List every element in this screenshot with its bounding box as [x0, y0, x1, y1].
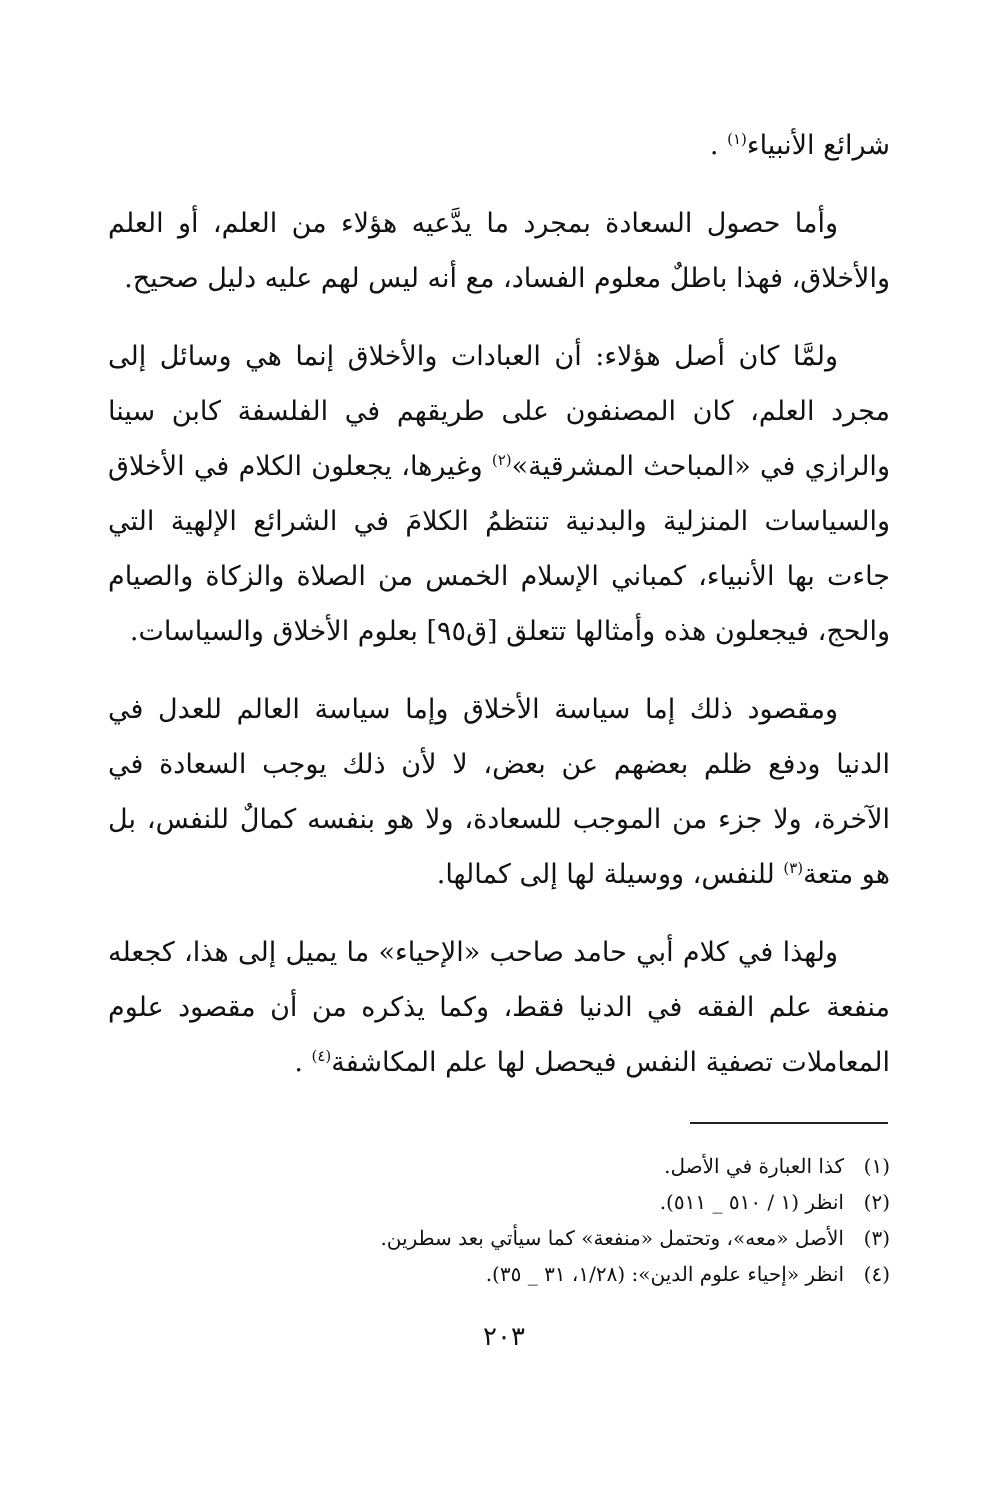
- paragraph-tail: .: [709, 130, 728, 161]
- paragraph-text: ولمَّا كان أصل هؤلاء: أن العبادات والأخلاق إنما هي وسائل إلى مجرد العلم، كان المصنفون على طريقهم في الفلسفة كابن سينا والرازي في «المباحث المشرقية»: [108, 341, 890, 482]
- footnote-number: (٤): [863, 1262, 890, 1286]
- footnote-text: انظر «إحياء علوم الدين»: (١/٢٨، ٣١ _ ٣٥).: [485, 1262, 844, 1286]
- footnote-1: [108, 1148, 890, 1184]
- paragraph-tail: وغيرها، يجعلون الكلام في الأخلاق والسياسات المنزلية والبدنية تنتظمُ الكلامَ في الشرائع الإلهية التي جاءت بها الأنبياء، كمباني الإسلام الخمس من الصلاة والزكاة والصيام والحج، فيجعلون هذه وأمثالها تتعلق [ق٩٥] بعلوم الأخلاق والسياسات.: [108, 451, 890, 647]
- paragraph-tail: للنفس، ووسيلة لها إلى كمالها.: [436, 859, 784, 890]
- footnote-2: [108, 1184, 890, 1220]
- footnote-text: انظر (١ / ٥١٠ _ ٥١١).: [659, 1190, 844, 1214]
- footnote-text: كذا العبارة في الأصل.: [664, 1154, 844, 1178]
- page-number: ٢٠٣: [483, 1322, 525, 1352]
- footnote-marker-1[interactable]: (١): [727, 130, 747, 148]
- paragraph-text: شرائع الأنبياء: [746, 130, 890, 161]
- paragraph-text: ولهذا في كلام أبي حامد صاحب «الإحياء» ما يميل إلى هذا، كجعله منفعة علم الفقه في الدنيا فقط، وكما يذكره من أن مقصود علوم المعاملات تصفية النفس فيحصل لها علم المكاشفة: [108, 937, 890, 1078]
- footnote-marker-4[interactable]: (٤): [311, 1047, 332, 1065]
- footnote-marker-3[interactable]: (٣): [783, 859, 804, 877]
- main-text: [108, 118, 890, 1113]
- paragraph-tail: .: [294, 1047, 312, 1078]
- paragraph-text: ومقصود ذلك إما سياسة الأخلاق وإما سياسة العالم للعدل في الدنيا ودفع ظلم بعضهم عن بعض، لا لأن ذلك يوجب السعادة في الآخرة، ولا جزء من الموجب للسعادة، ولا هو بنفسه كمالٌ للنفس، بل هو متعة: [108, 694, 890, 890]
- paragraph-3: [108, 329, 890, 659]
- footnote-number: (٢): [863, 1190, 890, 1214]
- footnote-marker-2[interactable]: (٢): [491, 451, 512, 469]
- paragraph-1: [108, 118, 890, 173]
- paragraph-5: [108, 925, 890, 1090]
- footnote-number: (٣): [863, 1226, 890, 1250]
- footnote-4: [108, 1256, 890, 1292]
- footnote-3: [108, 1220, 890, 1256]
- paragraph-4: [108, 682, 890, 902]
- footnotes: [108, 1148, 890, 1292]
- paragraph-text: وأما حصول السعادة بمجرد ما يدَّعيه هؤلاء من العلم، أو العلم والأخلاق، فهذا باطلٌ معلوم الفساد، مع أنه ليس لهم عليه دليل صحيح.: [108, 208, 890, 294]
- footnote-text: الأصل «معه»، وتحتمل «منفعة» كما سيأتي بعد سطرين.: [380, 1226, 844, 1250]
- footnote-separator: [690, 1122, 888, 1124]
- paragraph-2: [108, 196, 890, 306]
- footnote-number: (١): [863, 1154, 890, 1178]
